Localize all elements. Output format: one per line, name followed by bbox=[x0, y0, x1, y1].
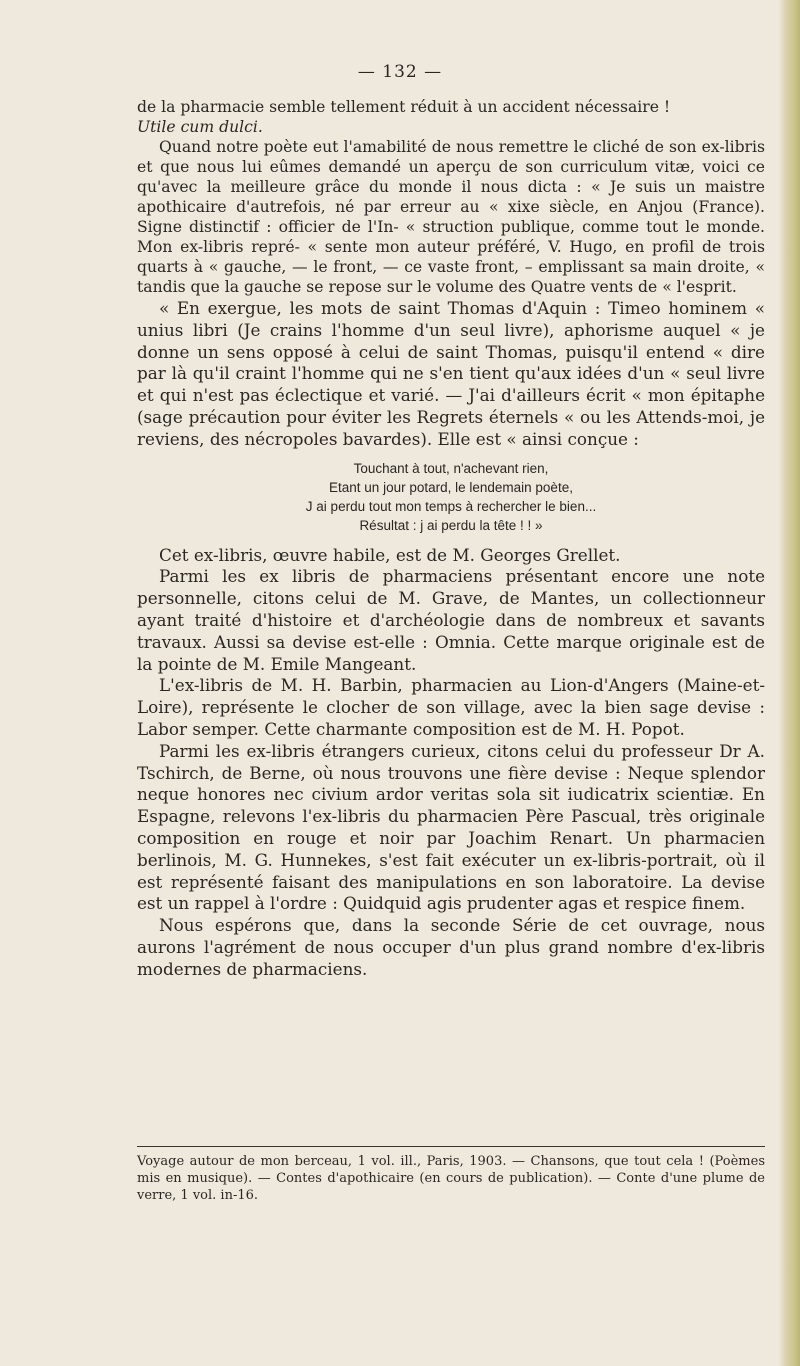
paragraph: Parmi les ex-libris étrangers curieux, citons celui du professeur Dr A. Tschirch, de Berne, où nous trouvons une fière devise : Neque splendor neque honores nec civium ardor veritas sola sit iudicatrix scientiæ. En Espagne, relevons l'ex-libris du pharmacien Père Pascual, très originale composition en rouge et noir par Joachim Renart. Un pharmacien berlinois, M. G. Hunnekes, s'est fait exécuter un ex-libris-portrait, où il est représenté faisant des manipulations en son laboratoire. La devise est un rappel à l'ordre : Quidquid agis prudenter agas et respice finem. bbox=[137, 740, 765, 914]
footnote: Voyage autour de mon berceau, 1 vol. ill., Paris, 1903. — Chansons, que tout cela ! (Poèmes mis en musique). — Contes d'apothicaire (en cours de publication). — Conte d'une plume de verre, 1 vol. in-16. bbox=[137, 1154, 765, 1203]
paragraph: Nous espérons que, dans la seconde Série de cet ouvrage, nous aurons l'agrément de nous occuper d'un plus grand nombre d'ex-libris modernes de pharmaciens. bbox=[137, 915, 765, 979]
footnote-rule bbox=[137, 1146, 765, 1147]
epitaph-poem bbox=[137, 459, 765, 535]
paragraph: L'ex-libris de M. H. Barbin, pharmacien au Lion-d'Angers (Maine-et-Loire), représente le clocher de son village, avec la bien sage devise : Labor semper. Cette charmante composition est de M. H. Popot. bbox=[137, 675, 765, 739]
paragraph-quote: « En exergue, les mots de saint Thomas d'Aquin : Timeo hominem « unius libri (Je crains l'homme d'un seul livre), aphorisme auquel « je donne un sens opposé à celui de saint Thomas, puisqu'il entend « dire par là qu'il craint l'homme qui ne s'en tient qu'aux idées d'un « seul livre et qui n'est pas éclectique et varié. — J'ai d'ailleurs écrit « mon épitaphe (sage précaution pour éviter les Regrets éternels « ou les Attends-moi, je reviens, des nécropoles bavardes). Elle est « ainsi conçue : bbox=[137, 298, 765, 449]
poem-line: Résultat : j ai perdu la tête ! ! » bbox=[359, 517, 543, 533]
paragraph: Parmi les ex libris de pharmaciens présentant encore une note personnelle, citons celui de M. Grave, de Mantes, un collectionneur ayant traité d'histoire et d'archéologie dans de nombreux et savants travaux. Aussi sa devise est-elle : Omnia. Cette marque originale est de la pointe de M. Emile Mangeant. bbox=[137, 566, 765, 674]
main-text bbox=[137, 97, 765, 981]
poem-line: Etant un jour potard, le lendemain poète, bbox=[329, 479, 573, 495]
paragraph: Quand notre poète eut l'amabilité de nous remettre le cliché de son ex-libris et que nous lui eûmes demandé un aperçu de son curriculum vitæ, voici ce qu'avec la meilleure grâce du monde il nous dicta : « Je suis un maistre apothicaire d'autrefois, né par erreur au « xixe siècle, en Anjou (France). Signe distinctif : officier de l'In- « struction publique, comme tout le monde. Mon ex-libris repré- « sente mon auteur préféré, V. Hugo, en profil de trois quarts à « gauche, — le front, — ce vaste front, – emplissant sa main droite, « tandis que la gauche se repose sur le volume des Quatre vents de « l'esprit. bbox=[137, 138, 765, 296]
paragraph: Cet ex-libris, œuvre habile, est de M. Georges Grellet. bbox=[159, 544, 621, 565]
page-number: — 132 — bbox=[357, 62, 443, 82]
poem-line: J ai perdu tout mon temps à rechercher le bien... bbox=[305, 498, 597, 514]
poem-line: Touchant à tout, n'achevant rien, bbox=[353, 460, 549, 476]
paragraph: de la pharmacie semble tellement réduit à un accident nécessaire ! bbox=[137, 98, 671, 116]
paragraph-motto: Utile cum dulci. bbox=[137, 118, 263, 136]
